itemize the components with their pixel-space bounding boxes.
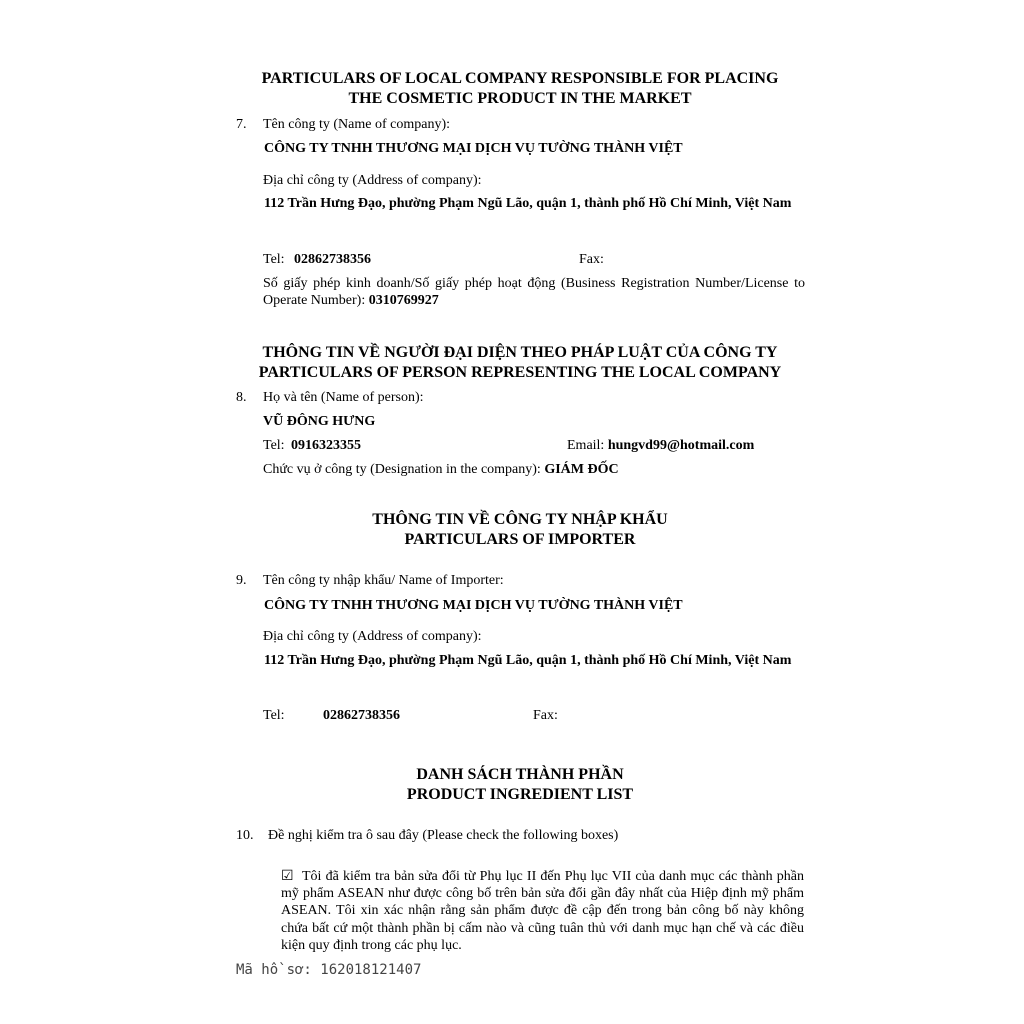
tel-value: 02862738356: [294, 252, 371, 267]
company-name-value: CÔNG TY TNHH THƯƠNG MẠI DỊCH VỤ TƯỜNG THÀNH VIỆT: [264, 141, 683, 156]
company-address-value: 112 Trần Hưng Đạo, phường Phạm Ngũ Lão, quận 1, thành phố Hồ Chí Minh, Việt Nam: [264, 196, 792, 211]
email-value: hungvd99@hotmail.com: [607, 438, 755, 453]
company-address-label: Địa chỉ công ty (Address of company):: [263, 173, 482, 188]
importer-address-label: Địa chỉ công ty (Address of company):: [263, 629, 482, 644]
importer-heading: [230, 510, 810, 550]
representative-heading: [220, 343, 820, 383]
heading-line-2: PARTICULARS OF IMPORTER: [404, 531, 636, 548]
item-number-8: 8.: [236, 390, 247, 405]
heading-line-2: THE COSMETIC PRODUCT IN THE MARKET: [348, 90, 692, 107]
ingredients-heading: [230, 765, 810, 805]
importer-name-label: Tên công ty nhập khẩu/ Name of Importer:: [263, 573, 504, 588]
declaration-text: Tôi đã kiểm tra bản sửa đổi từ Phụ lục II đến Phụ lục VII của danh mục các thành phần mỹ phẩm ASEAN như được công bố trên bản sửa đổi gần đây nhất của Hiệp định mỹ phẩm ASEAN. Tôi xin xác nhận rằng sản phẩm được đề cập đến trong bản công bố này không chứa bất cứ một thành phần bị cấm nào và cũng tuân thủ với danh mục hạn chế và các điều kiện quy định trong các phụ lục.: [281, 869, 804, 953]
item-number-9: 9.: [236, 573, 247, 588]
designation-value: GIÁM ĐỐC: [544, 462, 619, 477]
checkbox-checked-icon: ☑: [281, 869, 294, 884]
person-tel-value: 0916323355: [291, 438, 361, 453]
license-value: 0310769927: [368, 293, 439, 308]
person-name-value: VŨ ĐÔNG HƯNG: [263, 414, 376, 429]
importer-tel-label: Tel:: [263, 708, 285, 723]
license-label: Số giấy phép kinh doanh/Số giấy phép hoạt động (Business Registration Number/License to Operate Number):: [263, 276, 805, 308]
record-code: Mã hồ sơ: 162018121407: [236, 962, 422, 978]
license-field: [263, 275, 805, 309]
designation-label: Chức vụ ở công ty (Designation in the company):: [263, 462, 541, 477]
item-number-7: 7.: [236, 117, 247, 132]
heading-line-2: PRODUCT INGREDIENT LIST: [406, 786, 634, 803]
company-name-label: Tên công ty (Name of company):: [263, 117, 450, 132]
check-instruction: Đề nghị kiểm tra ô sau đây (Please check the following boxes): [268, 828, 619, 843]
heading-line-1: THÔNG TIN VỀ CÔNG TY NHẬP KHẨU: [372, 511, 668, 528]
tel-label: Tel:: [263, 252, 285, 267]
importer-address-value: 112 Trần Hưng Đạo, phường Phạm Ngũ Lão, quận 1, thành phố Hồ Chí Minh, Việt Nam: [264, 653, 792, 668]
heading-line-1: PARTICULARS OF LOCAL COMPANY RESPONSIBLE FOR PLACING: [261, 70, 779, 87]
person-name-label: Họ và tên (Name of person):: [263, 390, 424, 405]
local-company-heading: [230, 69, 810, 109]
importer-fax-label: Fax:: [533, 708, 558, 723]
item-number-10: 10.: [236, 828, 254, 843]
heading-line-1: DANH SÁCH THÀNH PHẦN: [416, 766, 624, 783]
person-tel-label: Tel:: [263, 438, 285, 453]
email-label: Email:: [567, 438, 605, 453]
importer-tel-value: 02862738356: [323, 708, 400, 723]
designation-field: [263, 461, 619, 478]
fax-label: Fax:: [579, 252, 604, 267]
heading-line-2: PARTICULARS OF PERSON REPRESENTING THE LOCAL COMPANY: [258, 364, 782, 381]
heading-line-1: THÔNG TIN VỀ NGƯỜI ĐẠI DIỆN THEO PHÁP LUẬT CỦA CÔNG TY: [262, 344, 778, 361]
email-field: [567, 437, 754, 454]
importer-name-value: CÔNG TY TNHH THƯƠNG MẠI DỊCH VỤ TƯỜNG THÀNH VIỆT: [264, 598, 683, 613]
